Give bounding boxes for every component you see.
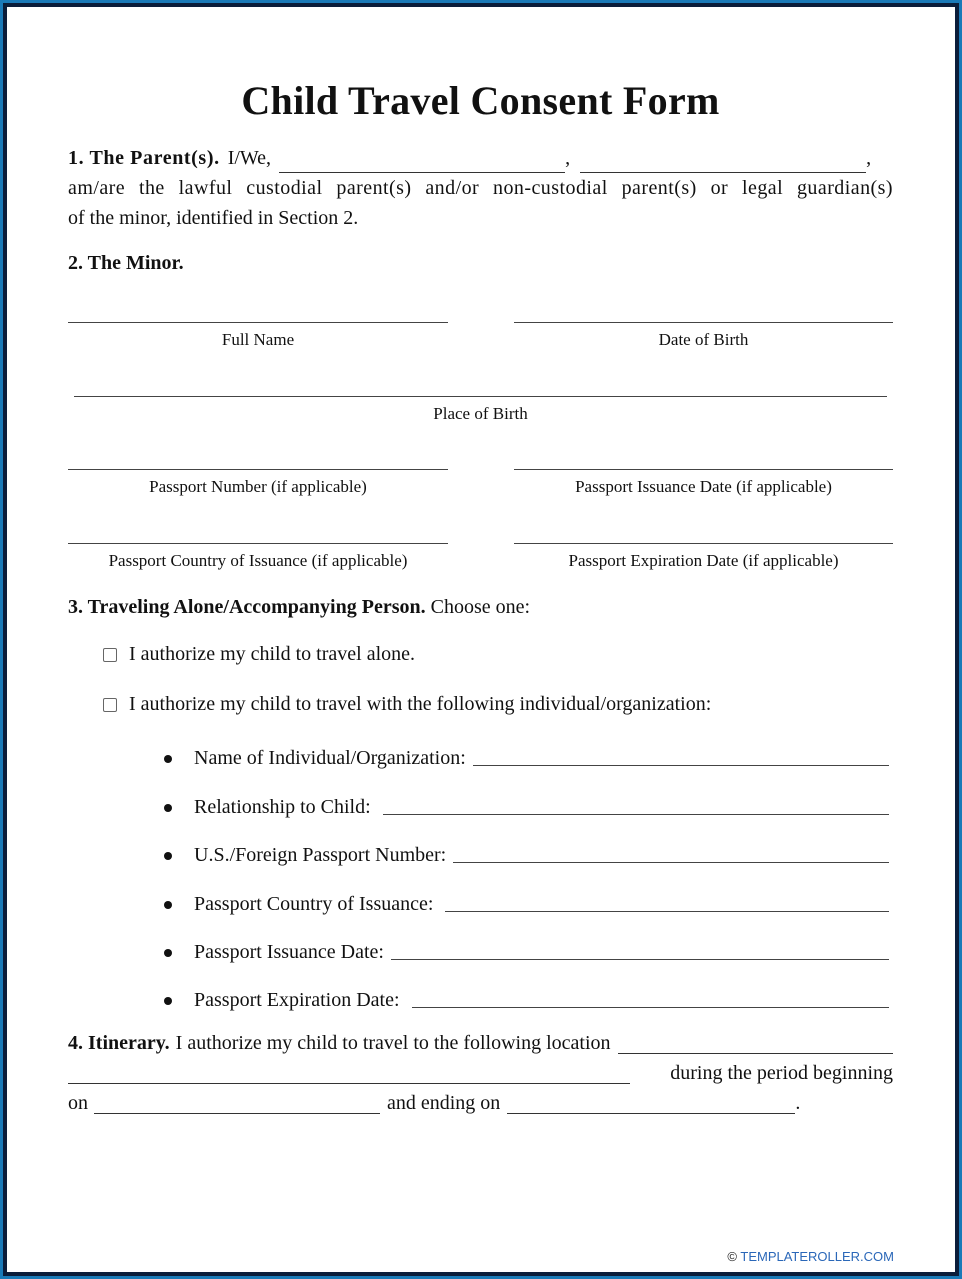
bullet-icon (164, 755, 172, 763)
field-label: Date of Birth (658, 330, 749, 349)
minor-date-of-birth-field[interactable] (514, 322, 893, 350)
checkbox-travel-alone[interactable] (103, 648, 117, 662)
footer-watermark (727, 1249, 894, 1264)
field-label: Passport Number (if applicable) (149, 477, 367, 496)
choose-one-instruction: Choose one: (430, 596, 531, 618)
option-label: I authorize my child to travel with the following individual/organization: (129, 693, 712, 715)
field-label: Passport Issuance Date: (194, 941, 384, 963)
field-label: Relationship to Child: (194, 796, 371, 818)
separator: , (565, 147, 571, 169)
field-label: Passport Expiration Date: (194, 989, 400, 1011)
parents-line-3: of the minor, identified in Section 2. (68, 207, 359, 229)
start-date-field[interactable] (94, 1113, 380, 1114)
document-page (7, 7, 955, 1272)
minor-passport-expiration-date-field[interactable] (514, 543, 893, 571)
fill-line[interactable] (453, 862, 889, 863)
companion-passport-number-field[interactable] (164, 844, 889, 867)
itinerary-text: during the period beginning (670, 1062, 893, 1084)
section-itinerary-heading: 4. Itinerary. (68, 1032, 170, 1054)
signature-line[interactable] (74, 396, 887, 397)
fill-line[interactable] (445, 911, 889, 912)
parents-line-2: am/are the lawful custodial parent(s) and/or non-custodial parent(s) or legal guardian(s) (68, 177, 893, 199)
fill-line[interactable] (473, 765, 889, 766)
footer-brand-link[interactable]: TEMPLATEROLLER.COM (740, 1249, 894, 1264)
section-minor-heading: 2. The Minor. (68, 252, 184, 274)
signature-line[interactable] (68, 469, 448, 470)
bullet-icon (164, 949, 172, 957)
itinerary-text: I authorize my child to travel to the following location (175, 1032, 611, 1054)
field-label: Full Name (221, 330, 295, 349)
line-end: , (866, 147, 872, 169)
option-travel-with-companion[interactable] (103, 693, 711, 716)
minor-passport-country-field[interactable] (68, 543, 448, 571)
checkbox-travel-with-companion[interactable] (103, 698, 117, 712)
section-parents-heading: 1. The Parent(s). (68, 147, 220, 169)
minor-place-of-birth-field[interactable] (74, 396, 887, 424)
parent-name-2-field[interactable] (580, 152, 866, 173)
section-itinerary (68, 1028, 893, 1118)
end-date-field[interactable] (507, 1113, 795, 1114)
field-label: Name of Individual/Organization: (194, 747, 466, 769)
parents-line-1 (68, 143, 893, 173)
option-label: I authorize my child to travel alone. (129, 643, 416, 665)
signature-line[interactable] (68, 322, 448, 323)
companion-passport-country-field[interactable] (164, 893, 889, 916)
bullet-icon (164, 997, 172, 1005)
parents-lead: I/We, (227, 147, 272, 169)
bullet-icon (164, 901, 172, 909)
field-label: Passport Country of Issuance: (194, 893, 434, 915)
fill-line[interactable] (383, 814, 889, 815)
itinerary-text: and ending on (387, 1092, 501, 1114)
itinerary-line-3 (68, 1088, 893, 1118)
itinerary-line-2 (68, 1058, 893, 1088)
itinerary-text: . (795, 1092, 801, 1114)
minor-passport-number-field[interactable] (68, 469, 448, 497)
signature-line[interactable] (514, 543, 893, 544)
companion-relationship-field[interactable] (164, 796, 889, 819)
itinerary-line-1 (68, 1028, 893, 1058)
fill-line[interactable] (412, 1007, 889, 1008)
destination-field-continued[interactable] (68, 1083, 630, 1084)
destination-field[interactable] (618, 1053, 893, 1054)
itinerary-text: on (68, 1092, 88, 1114)
companion-name-field[interactable] (164, 747, 889, 770)
field-label: Passport Expiration Date (if applicable) (568, 551, 839, 570)
option-travel-alone[interactable] (103, 643, 415, 666)
field-label: U.S./Foreign Passport Number: (194, 844, 447, 866)
signature-line[interactable] (68, 543, 448, 544)
minor-full-name-field[interactable] (68, 322, 448, 350)
section-traveling (68, 592, 893, 622)
companion-passport-issuance-date-field[interactable] (164, 941, 889, 964)
parent-name-1-field[interactable] (279, 152, 565, 173)
field-label: Passport Country of Issuance (if applicable) (108, 551, 408, 570)
minor-passport-issuance-date-field[interactable] (514, 469, 893, 497)
bullet-icon (164, 804, 172, 812)
section-traveling-heading: 3. Traveling Alone/Accompanying Person. (68, 596, 426, 618)
section-parents (68, 143, 893, 233)
copyright-icon: © (727, 1249, 737, 1264)
fill-line[interactable] (391, 959, 889, 960)
companion-passport-expiration-date-field[interactable] (164, 989, 889, 1012)
bullet-icon (164, 852, 172, 860)
signature-line[interactable] (514, 469, 893, 470)
field-label: Place of Birth (433, 404, 528, 423)
signature-line[interactable] (514, 322, 893, 323)
field-label: Passport Issuance Date (if applicable) (575, 477, 832, 496)
page-title: Child Travel Consent Form (241, 78, 720, 123)
